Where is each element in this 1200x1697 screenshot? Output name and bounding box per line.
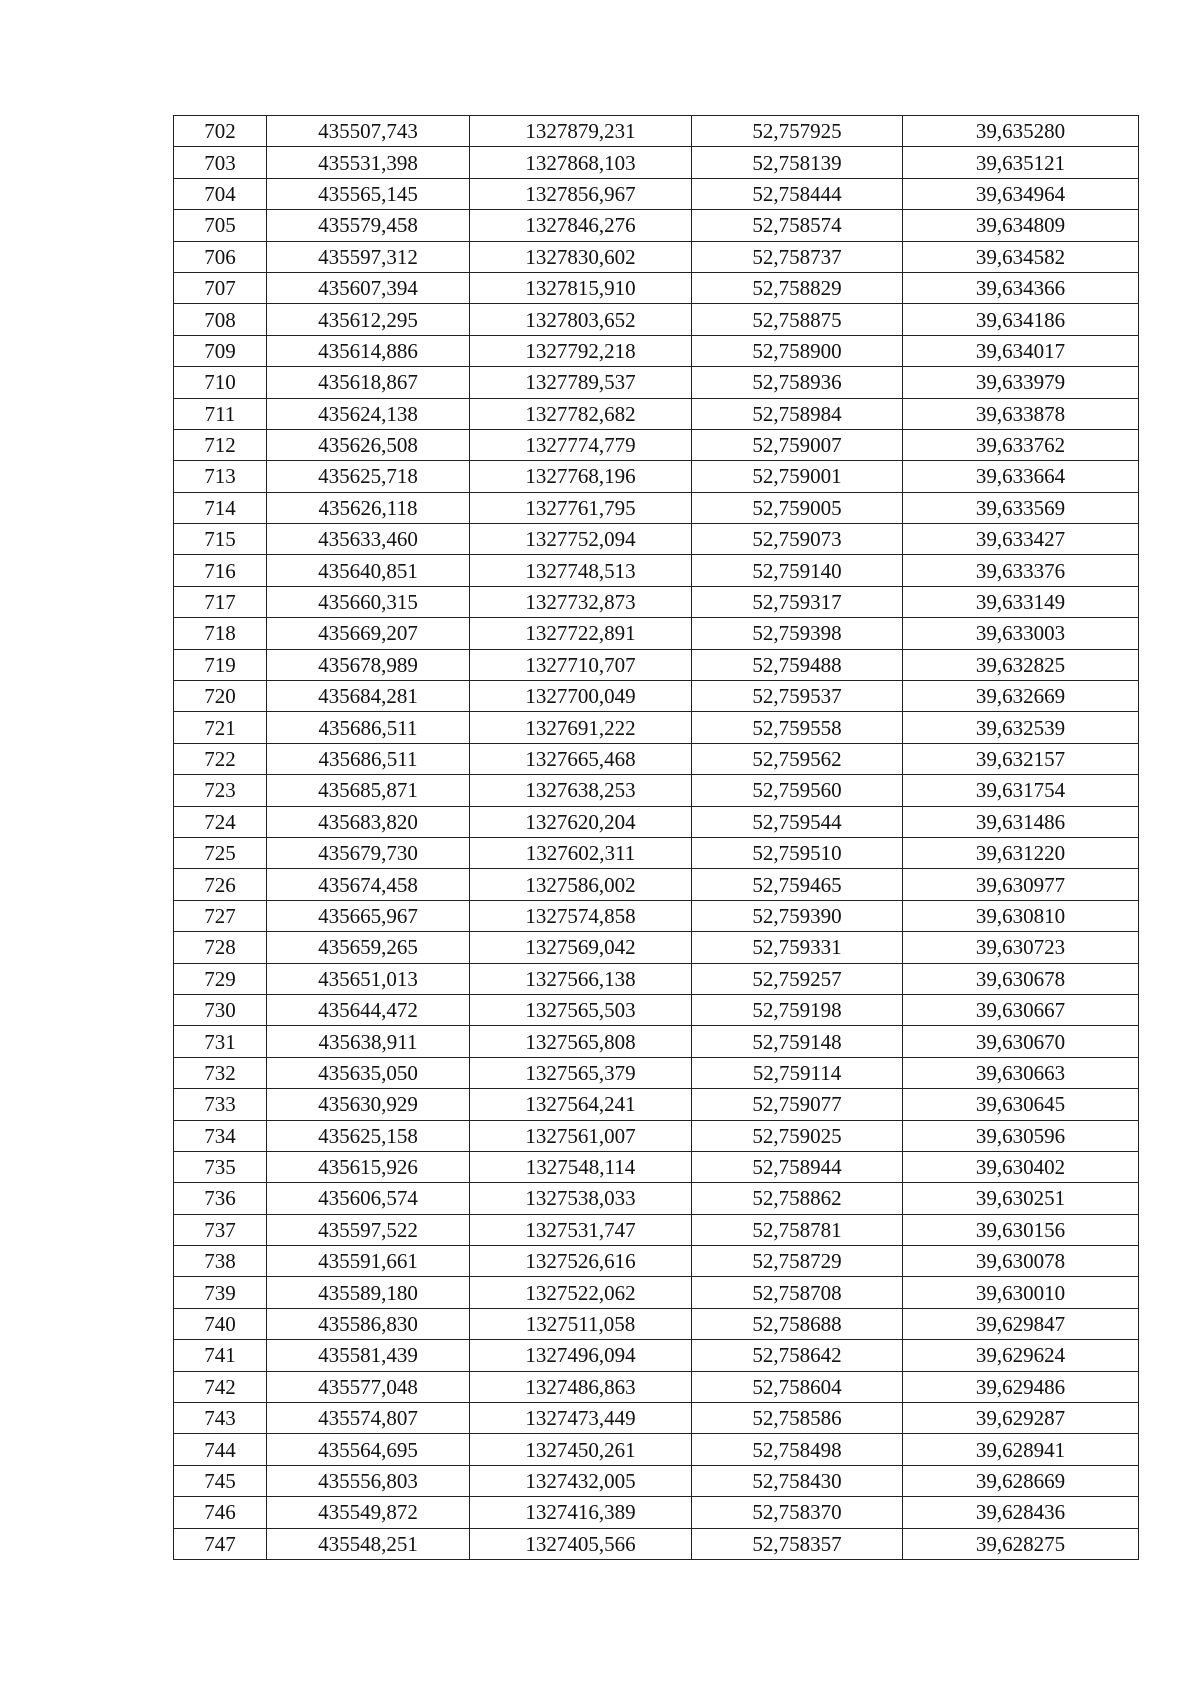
y-coordinate-cell: 1327538,033 — [470, 1183, 692, 1214]
table-row — [174, 492, 1139, 523]
table-row — [174, 367, 1139, 398]
x-coordinate-cell: 435633,460 — [267, 524, 470, 555]
table-row — [174, 681, 1139, 712]
x-coordinate-cell: 435651,013 — [267, 963, 470, 994]
y-coordinate-cell: 1327789,537 — [470, 367, 692, 398]
latitude-cell: 52,759544 — [692, 806, 903, 837]
y-coordinate-cell: 1327879,231 — [470, 116, 692, 147]
y-coordinate-cell: 1327792,218 — [470, 335, 692, 366]
point-number-cell: 729 — [174, 963, 267, 994]
y-coordinate-cell: 1327761,795 — [470, 492, 692, 523]
point-number-cell: 712 — [174, 429, 267, 460]
longitude-cell: 39,634017 — [903, 335, 1139, 366]
point-number-cell: 716 — [174, 555, 267, 586]
longitude-cell: 39,629624 — [903, 1340, 1139, 1371]
x-coordinate-cell: 435674,458 — [267, 869, 470, 900]
point-number-cell: 714 — [174, 492, 267, 523]
longitude-cell: 39,630678 — [903, 963, 1139, 994]
x-coordinate-cell: 435660,315 — [267, 586, 470, 617]
y-coordinate-cell: 1327450,261 — [470, 1434, 692, 1465]
x-coordinate-cell: 435507,743 — [267, 116, 470, 147]
point-number-cell: 721 — [174, 712, 267, 743]
longitude-cell: 39,631754 — [903, 775, 1139, 806]
longitude-cell: 39,633762 — [903, 429, 1139, 460]
longitude-cell: 39,633664 — [903, 461, 1139, 492]
y-coordinate-cell: 1327405,566 — [470, 1528, 692, 1559]
y-coordinate-cell: 1327548,114 — [470, 1151, 692, 1182]
longitude-cell: 39,628436 — [903, 1497, 1139, 1528]
y-coordinate-cell: 1327774,779 — [470, 429, 692, 460]
y-coordinate-cell: 1327522,062 — [470, 1277, 692, 1308]
longitude-cell: 39,630810 — [903, 900, 1139, 931]
y-coordinate-cell: 1327710,707 — [470, 649, 692, 680]
table-row — [174, 272, 1139, 303]
table-row — [174, 1308, 1139, 1339]
latitude-cell: 52,758370 — [692, 1497, 903, 1528]
table-row — [174, 1340, 1139, 1371]
y-coordinate-cell: 1327748,513 — [470, 555, 692, 586]
y-coordinate-cell: 1327620,204 — [470, 806, 692, 837]
point-number-cell: 706 — [174, 241, 267, 272]
longitude-cell: 39,629847 — [903, 1308, 1139, 1339]
table-row — [174, 1183, 1139, 1214]
latitude-cell: 52,759001 — [692, 461, 903, 492]
longitude-cell: 39,630723 — [903, 932, 1139, 963]
point-number-cell: 731 — [174, 1026, 267, 1057]
x-coordinate-cell: 435678,989 — [267, 649, 470, 680]
longitude-cell: 39,630010 — [903, 1277, 1139, 1308]
point-number-cell: 704 — [174, 178, 267, 209]
table-row — [174, 116, 1139, 147]
y-coordinate-cell: 1327416,389 — [470, 1497, 692, 1528]
point-number-cell: 735 — [174, 1151, 267, 1182]
coordinates-table — [173, 115, 1139, 1560]
latitude-cell: 52,758139 — [692, 147, 903, 178]
latitude-cell: 52,758729 — [692, 1246, 903, 1277]
latitude-cell: 52,759398 — [692, 618, 903, 649]
longitude-cell: 39,630156 — [903, 1214, 1139, 1245]
y-coordinate-cell: 1327473,449 — [470, 1403, 692, 1434]
point-number-cell: 737 — [174, 1214, 267, 1245]
point-number-cell: 711 — [174, 398, 267, 429]
latitude-cell: 52,759148 — [692, 1026, 903, 1057]
longitude-cell: 39,635280 — [903, 116, 1139, 147]
point-number-cell: 725 — [174, 837, 267, 868]
table-row — [174, 1089, 1139, 1120]
longitude-cell: 39,630977 — [903, 869, 1139, 900]
y-coordinate-cell: 1327486,863 — [470, 1371, 692, 1402]
point-number-cell: 743 — [174, 1403, 267, 1434]
longitude-cell: 39,633376 — [903, 555, 1139, 586]
y-coordinate-cell: 1327815,910 — [470, 272, 692, 303]
table-row — [174, 586, 1139, 617]
y-coordinate-cell: 1327566,138 — [470, 963, 692, 994]
latitude-cell: 52,758708 — [692, 1277, 903, 1308]
table-row — [174, 147, 1139, 178]
x-coordinate-cell: 435626,508 — [267, 429, 470, 460]
table-row — [174, 1434, 1139, 1465]
point-number-cell: 738 — [174, 1246, 267, 1277]
point-number-cell: 736 — [174, 1183, 267, 1214]
x-coordinate-cell: 435635,050 — [267, 1057, 470, 1088]
longitude-cell: 39,634809 — [903, 210, 1139, 241]
coordinates-table-body — [174, 116, 1139, 1560]
latitude-cell: 52,758688 — [692, 1308, 903, 1339]
longitude-cell: 39,629486 — [903, 1371, 1139, 1402]
point-number-cell: 722 — [174, 743, 267, 774]
y-coordinate-cell: 1327803,652 — [470, 304, 692, 335]
point-number-cell: 742 — [174, 1371, 267, 1402]
point-number-cell: 745 — [174, 1465, 267, 1496]
point-number-cell: 710 — [174, 367, 267, 398]
x-coordinate-cell: 435556,803 — [267, 1465, 470, 1496]
longitude-cell: 39,630670 — [903, 1026, 1139, 1057]
x-coordinate-cell: 435577,048 — [267, 1371, 470, 1402]
x-coordinate-cell: 435565,145 — [267, 178, 470, 209]
y-coordinate-cell: 1327752,094 — [470, 524, 692, 555]
x-coordinate-cell: 435665,967 — [267, 900, 470, 931]
x-coordinate-cell: 435579,458 — [267, 210, 470, 241]
longitude-cell: 39,633878 — [903, 398, 1139, 429]
table-row — [174, 618, 1139, 649]
y-coordinate-cell: 1327868,103 — [470, 147, 692, 178]
table-row — [174, 241, 1139, 272]
y-coordinate-cell: 1327602,311 — [470, 837, 692, 868]
table-row — [174, 1026, 1139, 1057]
table-row — [174, 1057, 1139, 1088]
longitude-cell: 39,628669 — [903, 1465, 1139, 1496]
y-coordinate-cell: 1327782,682 — [470, 398, 692, 429]
x-coordinate-cell: 435625,158 — [267, 1120, 470, 1151]
latitude-cell: 52,759077 — [692, 1089, 903, 1120]
point-number-cell: 720 — [174, 681, 267, 712]
x-coordinate-cell: 435625,718 — [267, 461, 470, 492]
latitude-cell: 52,758900 — [692, 335, 903, 366]
point-number-cell: 744 — [174, 1434, 267, 1465]
point-number-cell: 723 — [174, 775, 267, 806]
table-row — [174, 963, 1139, 994]
latitude-cell: 52,758936 — [692, 367, 903, 398]
table-row — [174, 178, 1139, 209]
y-coordinate-cell: 1327586,002 — [470, 869, 692, 900]
point-number-cell: 730 — [174, 994, 267, 1025]
x-coordinate-cell: 435548,251 — [267, 1528, 470, 1559]
longitude-cell: 39,630078 — [903, 1246, 1139, 1277]
x-coordinate-cell: 435586,830 — [267, 1308, 470, 1339]
y-coordinate-cell: 1327511,058 — [470, 1308, 692, 1339]
y-coordinate-cell: 1327561,007 — [470, 1120, 692, 1151]
latitude-cell: 52,759560 — [692, 775, 903, 806]
longitude-cell: 39,630667 — [903, 994, 1139, 1025]
table-row — [174, 712, 1139, 743]
longitude-cell: 39,628941 — [903, 1434, 1139, 1465]
table-row — [174, 900, 1139, 931]
latitude-cell: 52,759025 — [692, 1120, 903, 1151]
table-row — [174, 1497, 1139, 1528]
latitude-cell: 52,758829 — [692, 272, 903, 303]
point-number-cell: 739 — [174, 1277, 267, 1308]
latitude-cell: 52,759073 — [692, 524, 903, 555]
table-row — [174, 1277, 1139, 1308]
point-number-cell: 747 — [174, 1528, 267, 1559]
latitude-cell: 52,757925 — [692, 116, 903, 147]
x-coordinate-cell: 435597,522 — [267, 1214, 470, 1245]
x-coordinate-cell: 435644,472 — [267, 994, 470, 1025]
point-number-cell: 728 — [174, 932, 267, 963]
longitude-cell: 39,631486 — [903, 806, 1139, 837]
latitude-cell: 52,759257 — [692, 963, 903, 994]
latitude-cell: 52,759007 — [692, 429, 903, 460]
x-coordinate-cell: 435531,398 — [267, 147, 470, 178]
x-coordinate-cell: 435640,851 — [267, 555, 470, 586]
y-coordinate-cell: 1327700,049 — [470, 681, 692, 712]
latitude-cell: 52,759317 — [692, 586, 903, 617]
latitude-cell: 52,759140 — [692, 555, 903, 586]
x-coordinate-cell: 435683,820 — [267, 806, 470, 837]
longitude-cell: 39,633149 — [903, 586, 1139, 617]
table-row — [174, 461, 1139, 492]
latitude-cell: 52,759465 — [692, 869, 903, 900]
latitude-cell: 52,758498 — [692, 1434, 903, 1465]
y-coordinate-cell: 1327565,379 — [470, 1057, 692, 1088]
point-number-cell: 715 — [174, 524, 267, 555]
point-number-cell: 709 — [174, 335, 267, 366]
latitude-cell: 52,758430 — [692, 1465, 903, 1496]
y-coordinate-cell: 1327531,747 — [470, 1214, 692, 1245]
longitude-cell: 39,628275 — [903, 1528, 1139, 1559]
x-coordinate-cell: 435574,807 — [267, 1403, 470, 1434]
longitude-cell: 39,632669 — [903, 681, 1139, 712]
point-number-cell: 740 — [174, 1308, 267, 1339]
latitude-cell: 52,758444 — [692, 178, 903, 209]
point-number-cell: 727 — [174, 900, 267, 931]
x-coordinate-cell: 435684,281 — [267, 681, 470, 712]
latitude-cell: 52,758862 — [692, 1183, 903, 1214]
point-number-cell: 734 — [174, 1120, 267, 1151]
longitude-cell: 39,632539 — [903, 712, 1139, 743]
y-coordinate-cell: 1327565,808 — [470, 1026, 692, 1057]
point-number-cell: 717 — [174, 586, 267, 617]
table-row — [174, 398, 1139, 429]
longitude-cell: 39,630251 — [903, 1183, 1139, 1214]
table-row — [174, 555, 1139, 586]
latitude-cell: 52,759510 — [692, 837, 903, 868]
point-number-cell: 741 — [174, 1340, 267, 1371]
latitude-cell: 52,758737 — [692, 241, 903, 272]
point-number-cell: 705 — [174, 210, 267, 241]
latitude-cell: 52,759558 — [692, 712, 903, 743]
latitude-cell: 52,759537 — [692, 681, 903, 712]
table-row — [174, 806, 1139, 837]
x-coordinate-cell: 435612,295 — [267, 304, 470, 335]
x-coordinate-cell: 435685,871 — [267, 775, 470, 806]
x-coordinate-cell: 435630,929 — [267, 1089, 470, 1120]
x-coordinate-cell: 435624,138 — [267, 398, 470, 429]
x-coordinate-cell: 435638,911 — [267, 1026, 470, 1057]
latitude-cell: 52,759114 — [692, 1057, 903, 1088]
latitude-cell: 52,758642 — [692, 1340, 903, 1371]
longitude-cell: 39,634582 — [903, 241, 1139, 272]
longitude-cell: 39,629287 — [903, 1403, 1139, 1434]
x-coordinate-cell: 435589,180 — [267, 1277, 470, 1308]
table-row — [174, 1214, 1139, 1245]
longitude-cell: 39,633003 — [903, 618, 1139, 649]
latitude-cell: 52,758875 — [692, 304, 903, 335]
table-row — [174, 1120, 1139, 1151]
x-coordinate-cell: 435549,872 — [267, 1497, 470, 1528]
point-number-cell: 732 — [174, 1057, 267, 1088]
table-row — [174, 869, 1139, 900]
x-coordinate-cell: 435618,867 — [267, 367, 470, 398]
latitude-cell: 52,758781 — [692, 1214, 903, 1245]
longitude-cell: 39,633569 — [903, 492, 1139, 523]
table-row — [174, 1403, 1139, 1434]
latitude-cell: 52,759488 — [692, 649, 903, 680]
latitude-cell: 52,758984 — [692, 398, 903, 429]
point-number-cell: 733 — [174, 1089, 267, 1120]
latitude-cell: 52,759005 — [692, 492, 903, 523]
point-number-cell: 703 — [174, 147, 267, 178]
y-coordinate-cell: 1327432,005 — [470, 1465, 692, 1496]
table-row — [174, 210, 1139, 241]
latitude-cell: 52,759390 — [692, 900, 903, 931]
longitude-cell: 39,634366 — [903, 272, 1139, 303]
longitude-cell: 39,632157 — [903, 743, 1139, 774]
table-row — [174, 994, 1139, 1025]
y-coordinate-cell: 1327496,094 — [470, 1340, 692, 1371]
y-coordinate-cell: 1327846,276 — [470, 210, 692, 241]
point-number-cell: 713 — [174, 461, 267, 492]
table-row — [174, 649, 1139, 680]
y-coordinate-cell: 1327565,503 — [470, 994, 692, 1025]
longitude-cell: 39,634964 — [903, 178, 1139, 209]
latitude-cell: 52,759331 — [692, 932, 903, 963]
y-coordinate-cell: 1327691,222 — [470, 712, 692, 743]
table-row — [174, 837, 1139, 868]
point-number-cell: 746 — [174, 1497, 267, 1528]
longitude-cell: 39,631220 — [903, 837, 1139, 868]
x-coordinate-cell: 435597,312 — [267, 241, 470, 272]
latitude-cell: 52,759562 — [692, 743, 903, 774]
y-coordinate-cell: 1327569,042 — [470, 932, 692, 963]
table-row — [174, 743, 1139, 774]
x-coordinate-cell: 435614,886 — [267, 335, 470, 366]
table-row — [174, 304, 1139, 335]
point-number-cell: 702 — [174, 116, 267, 147]
table-row — [174, 335, 1139, 366]
x-coordinate-cell: 435564,695 — [267, 1434, 470, 1465]
x-coordinate-cell: 435686,511 — [267, 743, 470, 774]
y-coordinate-cell: 1327768,196 — [470, 461, 692, 492]
table-row — [174, 429, 1139, 460]
latitude-cell: 52,758357 — [692, 1528, 903, 1559]
table-row — [174, 1151, 1139, 1182]
x-coordinate-cell: 435626,118 — [267, 492, 470, 523]
y-coordinate-cell: 1327526,616 — [470, 1246, 692, 1277]
longitude-cell: 39,632825 — [903, 649, 1139, 680]
x-coordinate-cell: 435607,394 — [267, 272, 470, 303]
longitude-cell: 39,630402 — [903, 1151, 1139, 1182]
latitude-cell: 52,758574 — [692, 210, 903, 241]
point-number-cell: 718 — [174, 618, 267, 649]
longitude-cell: 39,633979 — [903, 367, 1139, 398]
table-row — [174, 1371, 1139, 1402]
longitude-cell: 39,630645 — [903, 1089, 1139, 1120]
longitude-cell: 39,635121 — [903, 147, 1139, 178]
longitude-cell: 39,630596 — [903, 1120, 1139, 1151]
latitude-cell: 52,758586 — [692, 1403, 903, 1434]
y-coordinate-cell: 1327574,858 — [470, 900, 692, 931]
y-coordinate-cell: 1327830,602 — [470, 241, 692, 272]
longitude-cell: 39,630663 — [903, 1057, 1139, 1088]
x-coordinate-cell: 435615,926 — [267, 1151, 470, 1182]
y-coordinate-cell: 1327722,891 — [470, 618, 692, 649]
table-row — [174, 1528, 1139, 1559]
y-coordinate-cell: 1327665,468 — [470, 743, 692, 774]
longitude-cell: 39,634186 — [903, 304, 1139, 335]
latitude-cell: 52,759198 — [692, 994, 903, 1025]
point-number-cell: 708 — [174, 304, 267, 335]
x-coordinate-cell: 435686,511 — [267, 712, 470, 743]
longitude-cell: 39,633427 — [903, 524, 1139, 555]
x-coordinate-cell: 435679,730 — [267, 837, 470, 868]
x-coordinate-cell: 435659,265 — [267, 932, 470, 963]
table-row — [174, 524, 1139, 555]
point-number-cell: 719 — [174, 649, 267, 680]
x-coordinate-cell: 435581,439 — [267, 1340, 470, 1371]
x-coordinate-cell: 435669,207 — [267, 618, 470, 649]
point-number-cell: 707 — [174, 272, 267, 303]
latitude-cell: 52,758604 — [692, 1371, 903, 1402]
y-coordinate-cell: 1327638,253 — [470, 775, 692, 806]
y-coordinate-cell: 1327732,873 — [470, 586, 692, 617]
point-number-cell: 726 — [174, 869, 267, 900]
x-coordinate-cell: 435606,574 — [267, 1183, 470, 1214]
y-coordinate-cell: 1327856,967 — [470, 178, 692, 209]
table-row — [174, 1246, 1139, 1277]
x-coordinate-cell: 435591,661 — [267, 1246, 470, 1277]
y-coordinate-cell: 1327564,241 — [470, 1089, 692, 1120]
latitude-cell: 52,758944 — [692, 1151, 903, 1182]
table-row — [174, 932, 1139, 963]
table-row — [174, 775, 1139, 806]
table-row — [174, 1465, 1139, 1496]
point-number-cell: 724 — [174, 806, 267, 837]
